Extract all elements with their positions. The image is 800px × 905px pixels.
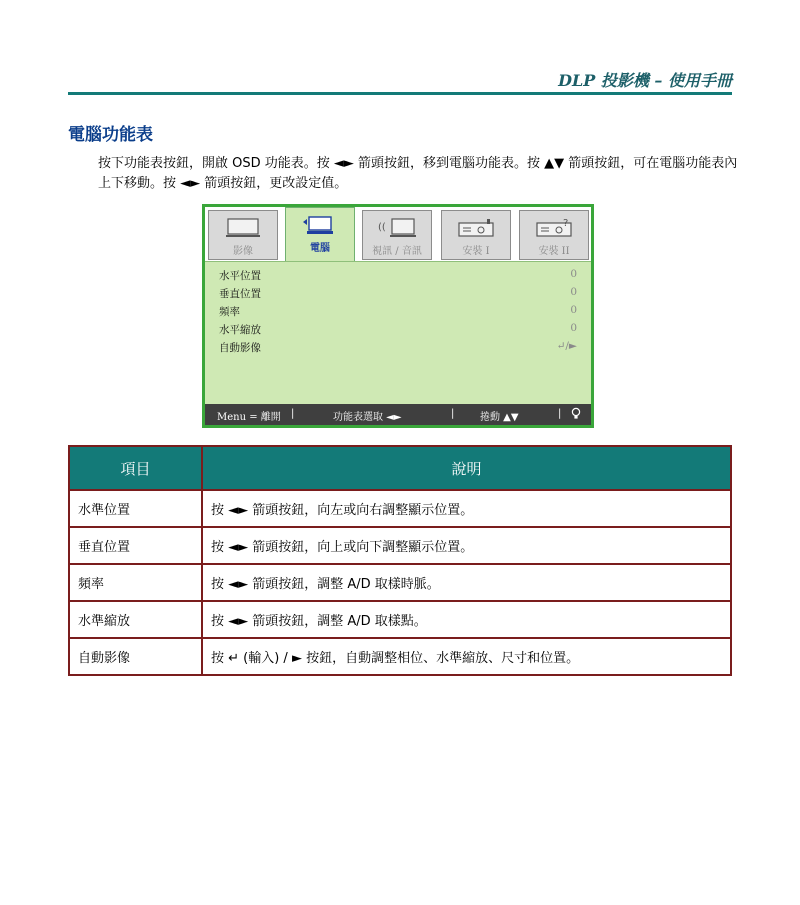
table-row bbox=[69, 527, 731, 564]
table-cell-description: 按 ↵ (輸入) / ► 按鈕，自動調整相位、水準縮放、尺寸和位置。 bbox=[202, 638, 731, 675]
table-row bbox=[69, 564, 731, 601]
osd-tab-bar bbox=[205, 207, 591, 261]
intro-paragraph: 按下功能表按鈕，開啟 OSD 功能表。按 ◄► 箭頭按鈕，移到電腦功能表。按 ▲▼ 箭頭按鈕，可在電腦功能表內上下移動。按 ◄► 箭頭按鈕，更改設定值。 bbox=[98, 156, 738, 191]
table-cell-item: 自動影像 bbox=[69, 638, 202, 675]
speaker-display-icon bbox=[374, 217, 420, 239]
osd-row-label: 自動影像 bbox=[219, 342, 261, 354]
osd-footer-bar bbox=[205, 404, 591, 425]
computer-icon bbox=[297, 214, 343, 236]
tab-label: 視訊 / 音訊 bbox=[372, 246, 422, 257]
tab-label: 電腦 bbox=[310, 243, 330, 254]
table-row bbox=[69, 490, 731, 527]
footer-separator: | bbox=[558, 408, 562, 419]
osd-row-h-zoom[interactable] bbox=[219, 322, 577, 339]
settings-table bbox=[68, 445, 732, 676]
footer-scroll-hint: 捲動 ▲▼ bbox=[480, 412, 519, 423]
tab-setup-2[interactable] bbox=[519, 210, 589, 260]
table-header-row bbox=[69, 446, 731, 490]
tab-label: 影像 bbox=[233, 246, 253, 257]
header-rule bbox=[68, 92, 732, 95]
tab-setup-1[interactable] bbox=[441, 210, 511, 260]
osd-row-label: 頻率 bbox=[219, 306, 240, 318]
table-cell-item: 水準位置 bbox=[69, 490, 202, 527]
table-cell-item: 垂直位置 bbox=[69, 527, 202, 564]
osd-row-value: 0 bbox=[570, 322, 577, 334]
osd-row-auto-image[interactable] bbox=[219, 340, 577, 357]
footer-select-hint: 功能表選取 ◄► bbox=[333, 412, 402, 423]
column-header-item: 項目 bbox=[69, 446, 202, 490]
table-cell-description: 按 ◄► 箭頭按鈕，調整 A/D 取樣點。 bbox=[202, 601, 731, 638]
footer-separator: | bbox=[451, 408, 455, 419]
tab-label: 安裝 I bbox=[462, 246, 490, 257]
tab-image[interactable] bbox=[208, 210, 278, 260]
osd-row-value: 0 bbox=[570, 304, 577, 316]
table-row bbox=[69, 601, 731, 638]
footer-menu-hint: Menu = 離開 bbox=[217, 412, 281, 423]
table-cell-description: 按 ◄► 箭頭按鈕，調整 A/D 取樣時脈。 bbox=[202, 564, 731, 601]
osd-row-value: ↵/► bbox=[556, 340, 577, 352]
osd-row-label: 水平縮放 bbox=[219, 324, 261, 336]
section-title: 電腦功能表 bbox=[68, 125, 153, 145]
tab-computer[interactable] bbox=[285, 207, 355, 261]
column-header-description: 說明 bbox=[202, 446, 731, 490]
osd-row-h-position[interactable] bbox=[219, 268, 577, 285]
osd-row-value: 0 bbox=[570, 268, 577, 280]
osd-row-v-position[interactable] bbox=[219, 286, 577, 303]
osd-row-label: 垂直位置 bbox=[219, 288, 261, 300]
osd-row-frequency[interactable] bbox=[219, 304, 577, 321]
table-row bbox=[69, 638, 731, 675]
svg-text:?: ? bbox=[563, 218, 569, 229]
projector-icon bbox=[453, 217, 499, 239]
footer-separator: | bbox=[291, 408, 295, 419]
osd-row-value: 0 bbox=[570, 286, 577, 298]
table-cell-item: 水準縮放 bbox=[69, 601, 202, 638]
lightbulb-icon bbox=[571, 407, 581, 423]
tab-label: 安裝 II bbox=[538, 246, 570, 257]
osd-menu bbox=[202, 204, 594, 428]
projector-question-icon bbox=[531, 217, 577, 239]
table-cell-item: 頻率 bbox=[69, 564, 202, 601]
svg-text:((: (( bbox=[378, 222, 386, 233]
document-header-title: DLP 投影機 – 使用手冊 bbox=[558, 71, 732, 90]
table-cell-description: 按 ◄► 箭頭按鈕，向上或向下調整顯示位置。 bbox=[202, 527, 731, 564]
tab-video-audio[interactable] bbox=[362, 210, 432, 260]
osd-row-label: 水平位置 bbox=[219, 270, 261, 282]
monitor-icon bbox=[220, 217, 266, 239]
table-cell-description: 按 ◄► 箭頭按鈕，向左或向右調整顯示位置。 bbox=[202, 490, 731, 527]
osd-menu-body bbox=[205, 261, 591, 405]
